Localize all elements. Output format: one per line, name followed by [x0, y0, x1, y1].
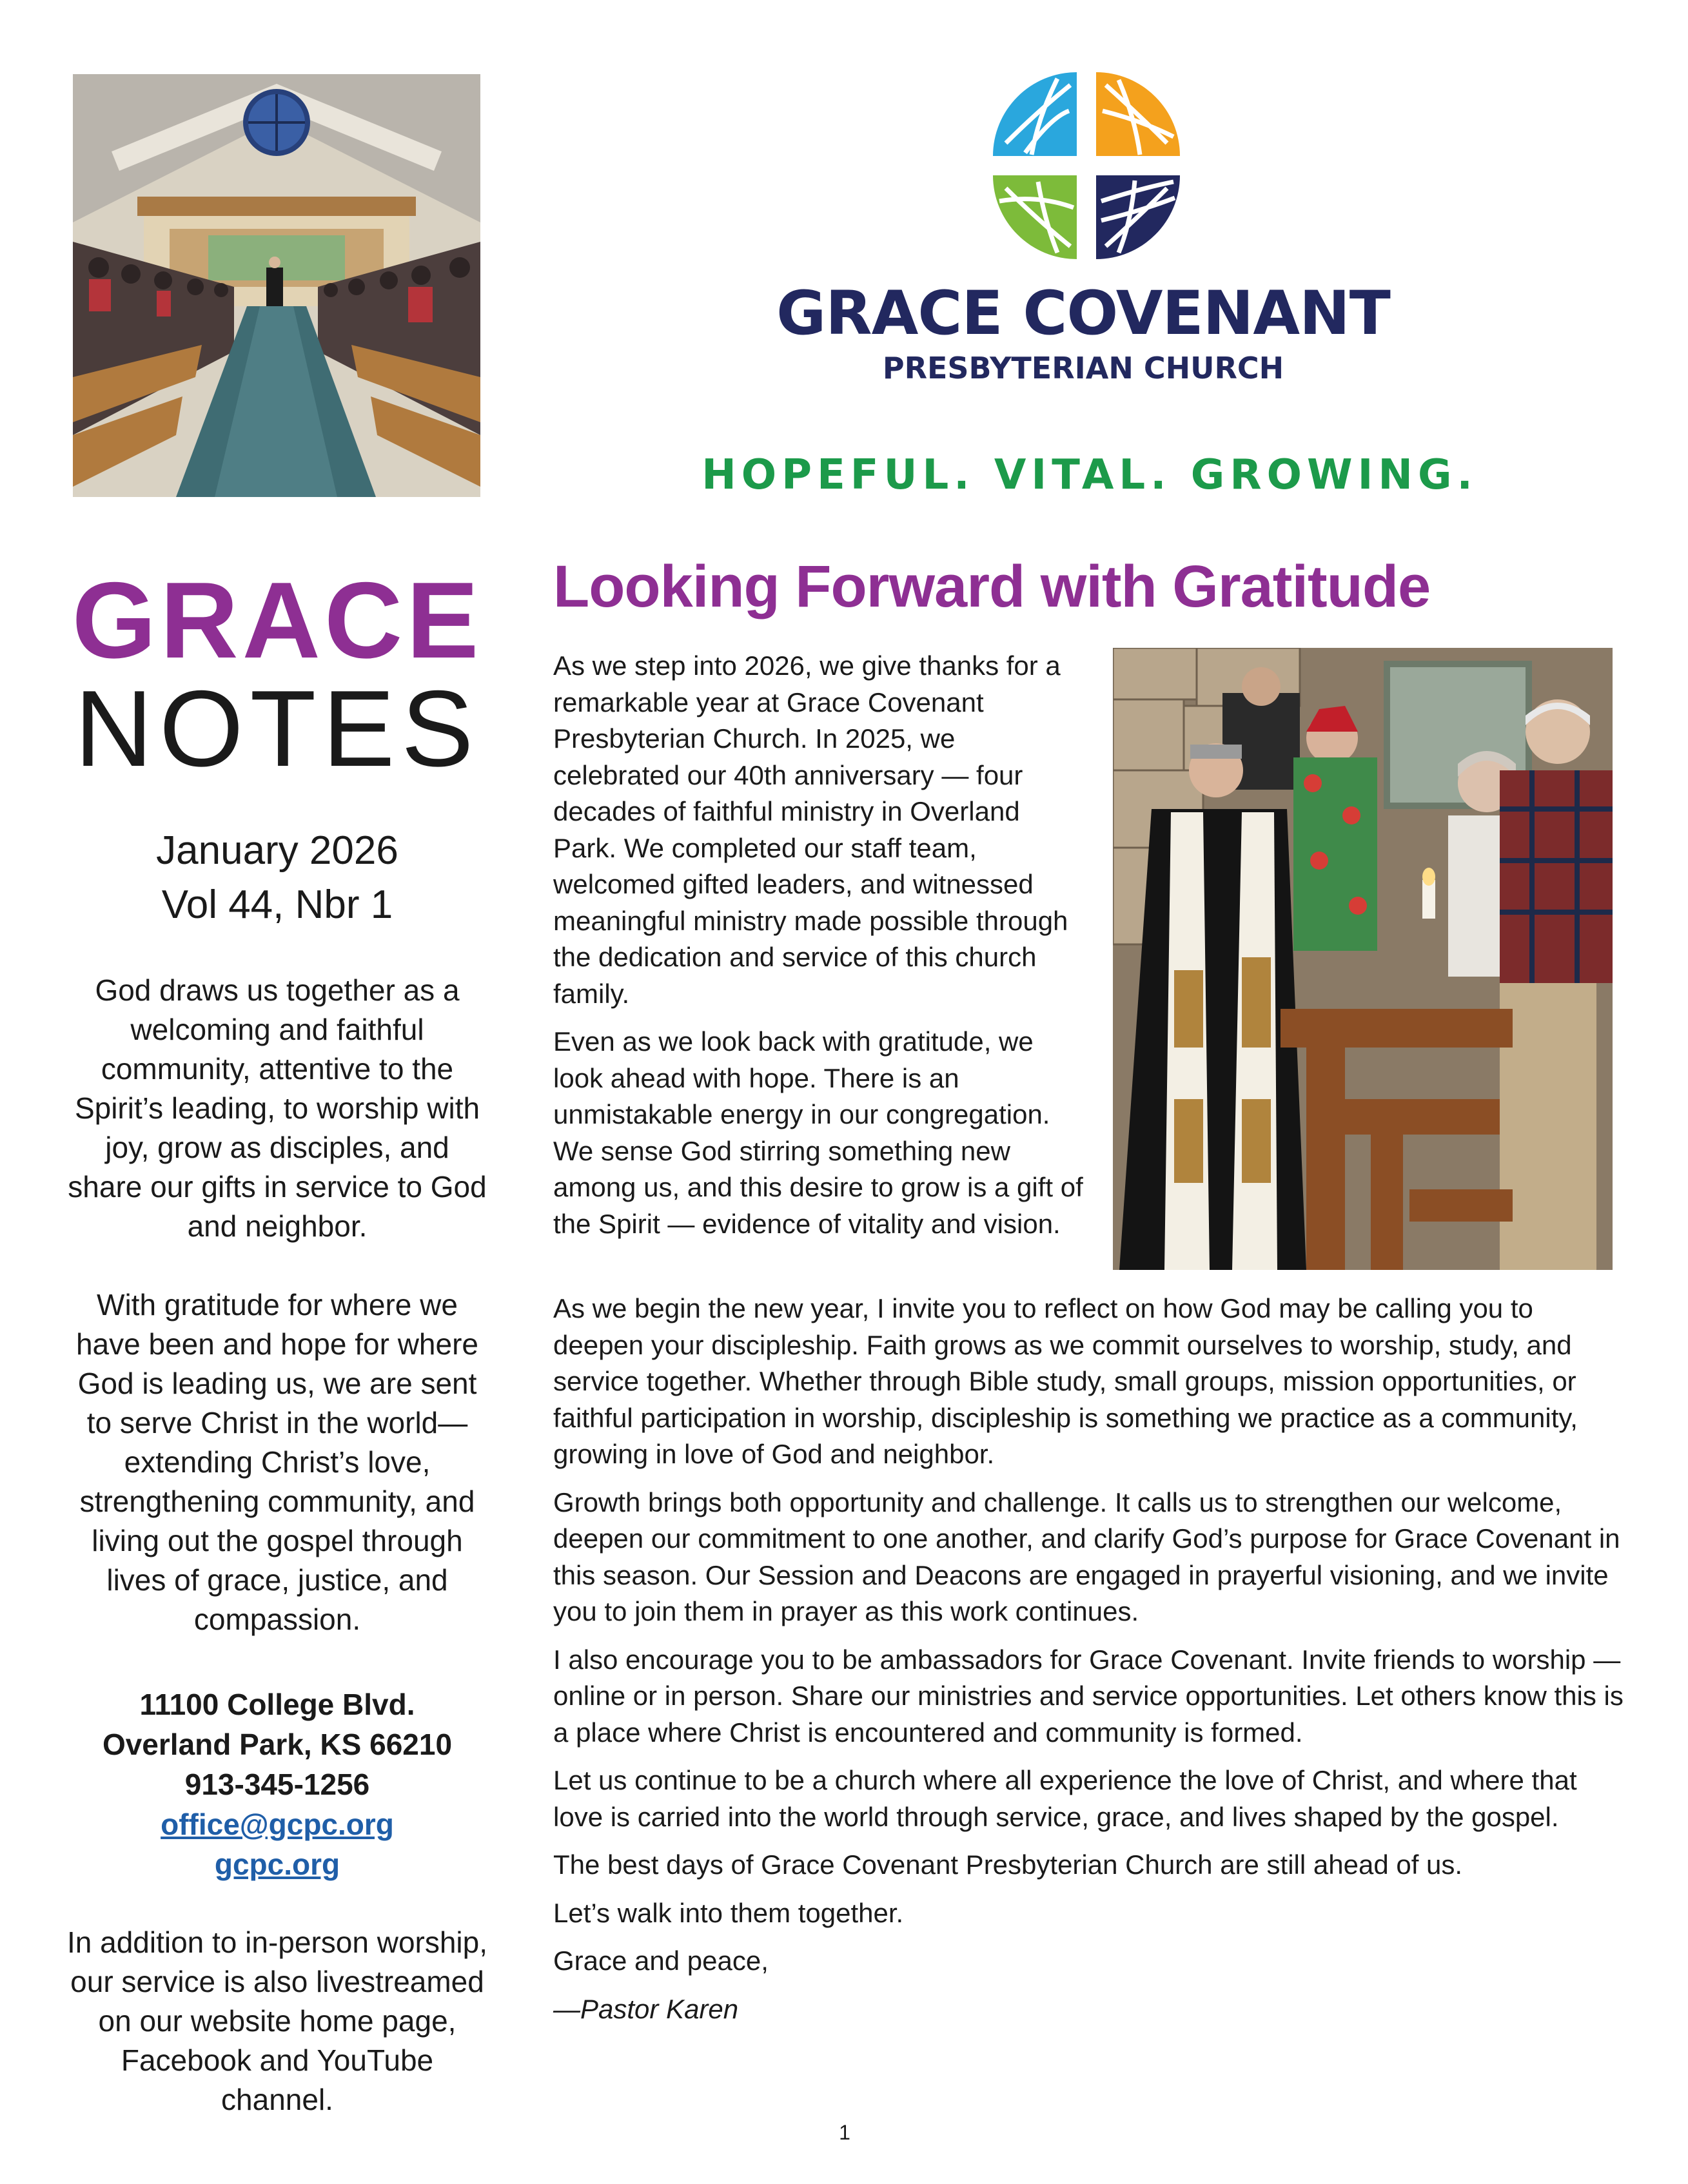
address-line-1: 11100 College Blvd.: [139, 1688, 415, 1721]
article-paragraph: As we step into 2026, we give thanks for a remarkable year at Grace Covenant Presbyterian Church. In 2025, we celebrated our 40th anniversary — four decades of faithful ministry in Overland Park. We completed our staff team, welcomed gifted leaders, and witnessed meaningful ministry made possible through the dedication and service of this church family.: [553, 650, 1068, 1009]
phone-number: 913-345-1256: [184, 1768, 370, 1801]
article-paragraph: Even as we look back with gratitude, we look ahead with hope. There is an unmistakable energy in our congregation. We sense God stirring something new among us, and this desire to grow is a gift of the Spirit — evidence of vitality and vision.: [553, 1026, 1083, 1239]
email-link[interactable]: office@gcpc.org: [161, 1808, 394, 1841]
vision-statement: With gratitude for where we have been and hope for where God is leading us, we are sent to serve Christ in the world—extending Christ’s love, strengthening community, and living out the gospel through lives of grace, justice, and compassion.: [75, 1288, 479, 1636]
article-paragraph: As we begin the new year, I invite you to reflect on how God may be calling you to deepen your discipleship. Faith grows as we commit ourselves to worship, study, and service together. Whether through Bible study, small groups, mission opportunities, or faithful participation in worship, discipleship is something we practice as a community, growing in love of God and neighbor.: [553, 1293, 1578, 1469]
article-paragraph: The best days of Grace Covenant Presbyterian Church are still ahead of us.: [553, 1849, 1463, 1880]
page-number: 1: [839, 2121, 850, 2144]
church-name: GRACE COVENANT: [776, 278, 1390, 349]
sanctuary-photo: [73, 74, 480, 497]
article-signature: —Pastor Karen: [553, 1993, 739, 2024]
tagline: HOPEFUL. VITAL. GROWING.: [702, 451, 1478, 499]
livestream-note: In addition to in-person worship, our service is also livestreamed on our website home page, Facebook and YouTube channel.: [66, 1926, 488, 2116]
mission-statement: God draws us together as a welcoming and faithful community, attentive to the Spirit’s leading, to worship with joy, grow as disciples, and share our gifts in service to God and neighbor.: [68, 973, 487, 1243]
article-paragraph: I also encourage you to be ambassadors for Grace Covenant. Invite friends to worship — online or in person. Share our ministries and service opportunities. Let others know this is a place where Christ is encountered and community is formed.: [553, 1644, 1624, 1748]
issue-info: [64, 824, 490, 932]
masthead-grace: GRACE: [72, 560, 483, 681]
church-subtitle: PRESBYTERIAN CHURCH: [882, 351, 1284, 385]
article-column-wide: [553, 1291, 1624, 2039]
article-paragraph: Growth brings both opportunity and challenge. It calls us to strengthen our welcome, deepen our commitment to one another, and clarify God’s purpose for Grace Covenant in this season. Our Session and Deacons are engaged in prayerful visioning, and we invite you to join them in prayer as this work continues.: [553, 1487, 1620, 1626]
address-line-2: Overland Park, KS 66210: [102, 1728, 453, 1761]
article-paragraph: Grace and peace,: [553, 1945, 769, 1976]
article-paragraph: Let us continue to be a church where all experience the love of Christ, and where that love is carried into the world through service, grace, and lives shaped by the gospel.: [553, 1765, 1577, 1832]
masthead-notes: NOTES: [74, 668, 480, 789]
candle-lighting-photo: [1113, 648, 1613, 1270]
sidebar: [64, 554, 490, 2120]
article-column-narrow: [553, 648, 1088, 1254]
article-headline: Looking Forward with Gratitude: [553, 554, 1431, 619]
website-link[interactable]: gcpc.org: [214, 1848, 340, 1881]
contact-block: [64, 1684, 490, 1884]
issue-volume: Vol 44, Nbr 1: [161, 882, 393, 927]
article-paragraph: Let’s walk into them together.: [553, 1897, 904, 1928]
church-logo-icon: [993, 72, 1180, 259]
issue-date: January 2026: [156, 828, 398, 873]
